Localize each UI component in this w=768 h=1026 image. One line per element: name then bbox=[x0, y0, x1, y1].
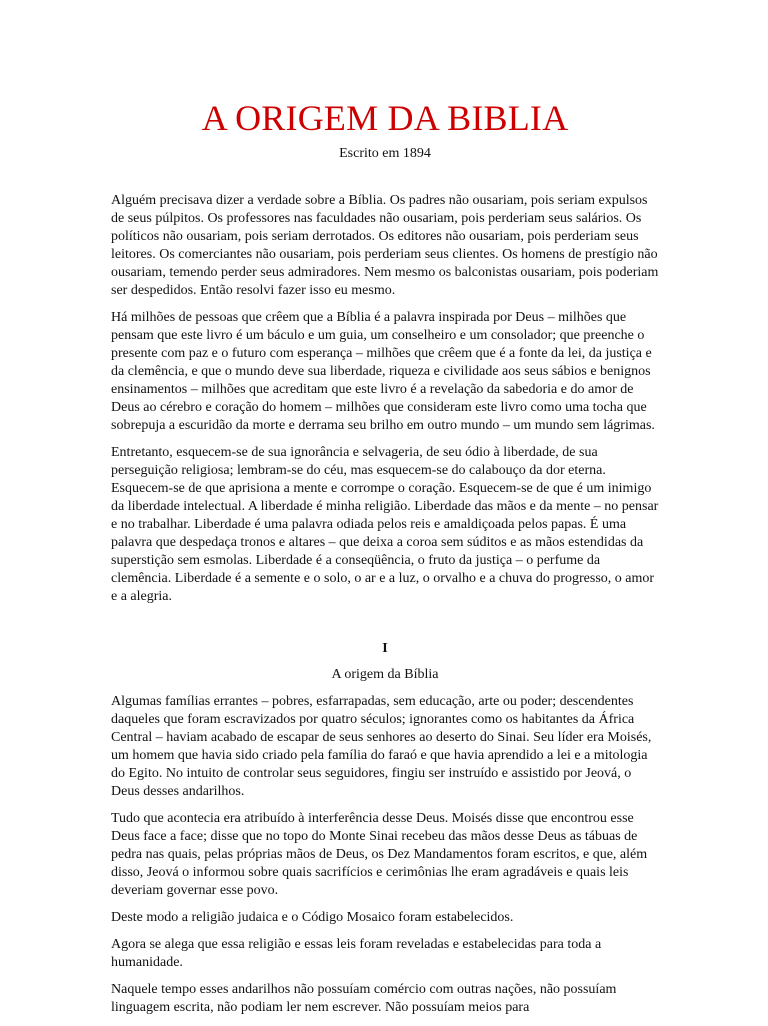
section-title: A origem da Bíblia bbox=[331, 667, 439, 682]
section-number: I bbox=[382, 641, 388, 656]
intro-paragraph: Há milhões de pessoas que crêem que a Bíblia é a palavra inspirada por Deus – milhões que pensam que este livro é um báculo e um guia, um conselheiro e um consolador; que preenche o presente com paz e o futuro com esperança – milhões que crêem que é a fonte da lei, da justiça e da clemência, e que o mundo deve sua liberdade, riqueza e civilidade aos seus sábios e benignos ensinamentos – milhões que acreditam que este livro é a revelação da sabedoria e do amor de Deus ao cérebro e coração do homem – milhões que consideram este livro como uma tocha que sobrepuja a escuridão da morte e derrama seu brilho em outro mundo – um mundo sem lágrimas. bbox=[111, 310, 655, 433]
intro-paragraph: Entretanto, esquecem-se de sua ignorância e selvageria, de seu ódio à liberdade, de sua perseguição religiosa; lembram-se do céu, mas esquecem-se do calabouço da dor eterna. Esquecem-se de que aprisiona a mente e corrompe o coração. Esquecem-se de que é um inimigo da liberdade intelectual. A liberdade é minha religião. Liberdade das mãos e da mente – no pensar e no trabalhar. Liberdade é uma palavra odiada pelos reis e amaldiçoada pelos papas. É uma palavra que despedaça tronos e altares – que deixa a coroa sem súditos e as mãos estendidas da superstição sem esmolas. Liberdade é a conseqüência, o fruto da justiça – o perfume da clemência. Liberdade é a semente e o solo, o ar e a luz, o orvalho e a chuva do progresso, o amor e a alegria. bbox=[111, 445, 659, 604]
section-paragraph: Deste modo a religião judaica e o Código Mosaico foram estabelecidos. bbox=[111, 910, 514, 925]
section-paragraph: Algumas famílias errantes – pobres, esfarrapadas, sem educação, arte ou poder; descendentes daqueles que foram escravizados por quatro séculos; ignorantes como os habitantes da África Central – haviam acabado de escapar de seus senhores ao deserto do Sinai. Seu líder era Moisés, um homem que havia sido criado pela família do faraó e que havia aprendido a lei e a mitologia do Egito. No intuito de controlar seus seguidores, fingiu ser instruído e assistido por Jeová, o Deus desses andarilhos. bbox=[111, 694, 652, 799]
section-paragraph: Tudo que acontecia era atribuído à interferência desse Deus. Moisés disse que encontrou esse Deus face a face; disse que no topo do Monte Sinai recebeu das mãos desse Deus as tábuas de pedra nas quais, pelas próprias mãos de Deus, os Dez Mandamentos foram escritos, e que, além disso, Jeová o informou sobre quais sacrifícios e cerimônias lhe eram agradáveis e quais leis deveriam governar esse povo. bbox=[111, 811, 648, 898]
section-paragraph: Naquele tempo esses andarilhos não possuíam comércio com outras nações, não possuíam linguagem escrita, não podiam ler nem escrever. Não possuíam meios para bbox=[111, 982, 617, 1015]
intro-paragraph: Alguém precisava dizer a verdade sobre a Bíblia. Os padres não ousariam, pois seriam expulsos de seus púlpitos. Os professores nas faculdades não ousariam, pois perderiam seus salários. Os políticos não ousariam, pois seriam derrotados. Os editores não ousariam, pois perderiam seus leitores. Os comerciantes não ousariam, pois perderiam seus clientes. Os homens de prestígio não ousariam, temendo perder seus admiradores. Nem mesmo os balconistas ousariam, pois poderiam ser despedidos. Então resolvi fazer isso eu mesmo. bbox=[111, 193, 659, 298]
document-body bbox=[111, 192, 659, 1026]
document-subtitle: Escrito em 1894 bbox=[339, 146, 431, 161]
document-title: A ORIGEM DA BIBLIA bbox=[201, 98, 569, 138]
section-paragraph: Agora se alega que essa religião e essas leis foram reveladas e estabelecidas para toda a humanidade. bbox=[111, 937, 602, 970]
